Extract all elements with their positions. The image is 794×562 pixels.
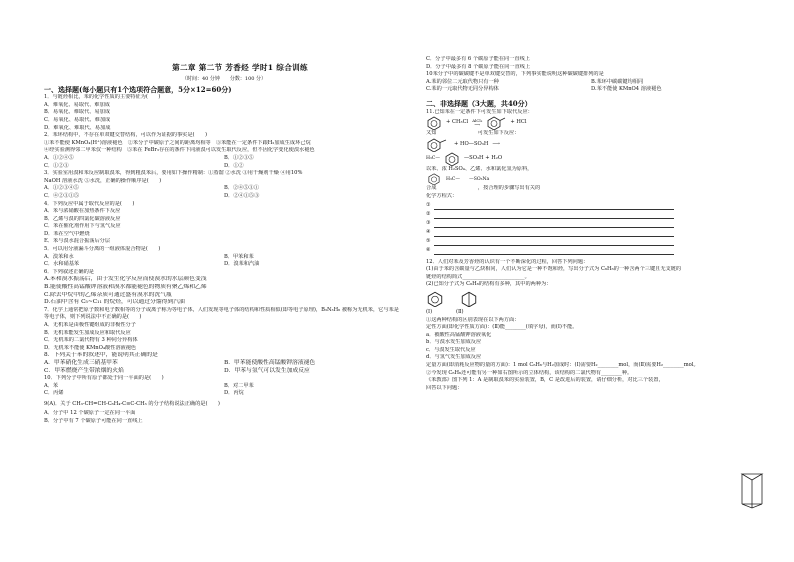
- option: D．①②: [224, 162, 244, 169]
- question-9a: 9(A)．关于 CH₃-CH=CH-C₆H₄-C≡C-CH₃ 的分子结构说法正确的是( ): [44, 400, 220, 407]
- reaction-2: [426, 138, 756, 152]
- question-text: ④经实验测得邻二甲苯仅一种结构 ⑤苯在 FeBr₃存在的条件下同液溴可以发生取代反应，但不因化学变化使溴水褪色: [44, 147, 315, 154]
- options-row: [44, 163, 404, 171]
- question-10: 10苯分子中的碳碳键不是单双键交替的，下列事实能说明这种碳碳键排列的是: [426, 71, 604, 78]
- question-7: 7．化学上通常把原子数和电子数相等的分子或离子称为等电子体，人们发现等电子体的结构和性质相似(即等电子原理)，B₃N₃H₆ 被称为无机苯，它与苯是等电子体，则下列说法中不正确的是( ): [44, 306, 399, 321]
- benzene-ring-icon: [444, 152, 460, 166]
- options-row: [44, 360, 404, 368]
- question-text: 《苯教部》图下列 1：A 是制取溴苯的实验装置，B，C 是改进后的装置，请仔细分析，对比三个装置，: [426, 377, 664, 384]
- question-11: 11.已知苯在一定条件下可发生如下取代反应：: [426, 108, 533, 115]
- question-text: 链烃的结构简式________________________。: [426, 273, 530, 280]
- toluene-ring-icon: [486, 116, 506, 130]
- dewar-benzene-icon: [460, 291, 478, 307]
- option: c．与溴发生取代反应: [426, 346, 476, 353]
- option: A．甲苯硝化生成三硝基甲苯: [44, 359, 118, 366]
- option: B．对二甲苯: [224, 382, 254, 389]
- answer-blank[interactable]: ②: [426, 210, 756, 219]
- product: —SO₃H + H₂O: [463, 154, 503, 161]
- option: B．甲苯和苯: [224, 253, 254, 260]
- option: A．①②③④⑤: [44, 185, 79, 192]
- label-ii: (Ⅱ): [456, 308, 464, 315]
- target-formula: H₃C— —SO₃Na: [446, 176, 490, 182]
- benzene-ring-icon: [426, 173, 442, 185]
- option: d．与氢气发生加成反应: [426, 354, 482, 361]
- question-text: 又知 可发生如下反应：: [426, 130, 520, 137]
- question-text: ①苯不能使 KMnO₄(H⁺)溶液褪色 ②苯分子中碳原子之间的距离均相等 ③苯能在一定条件下跟H₂加成生成环己烷: [44, 139, 311, 146]
- option: D.石油中含有 C₅~C₁₁ 的烷烃，可以通过分馏得到汽油: [44, 299, 185, 306]
- option: D.苯不能使 KMnO4 溶液褪色: [591, 86, 662, 93]
- question-text: ②今发现 C₆H₆还可能有另一种如右图所示的立体结构，该结构的二氯代物有________种。: [426, 369, 633, 376]
- option: C．无机苯的二氯代物有 3 种同分异构体: [44, 337, 138, 344]
- product: + HCl: [510, 119, 527, 126]
- option: C.苯的一元取代物无同分异构体: [426, 86, 499, 93]
- left-column: [44, 66, 404, 425]
- section-1-heading: 一、选择题(每小题只有1个选项符合题意，5分×12=60分): [44, 84, 232, 94]
- structures-row: [426, 289, 756, 309]
- option: C．甲苯燃烧产生带浓烟的火焰: [44, 367, 124, 374]
- option: C．水和硝基苯: [44, 261, 80, 268]
- options-row: [44, 193, 404, 201]
- reagent: + CH₃Cl: [446, 119, 469, 126]
- question-2: 2．苯环结构中，不存在单双键交替结构，可以作为证据的事实是( ): [44, 132, 207, 139]
- option: B．易氧化、难取代、易加成: [44, 109, 111, 116]
- option: B．②④⑤③①: [224, 185, 259, 192]
- prism-structure-icon: [738, 470, 766, 510]
- reaction-2-product: H₃C— —SO₃H + H₂O: [426, 152, 756, 166]
- label-i: (Ⅰ): [426, 308, 433, 315]
- option: B．甲苯能使酸性高锰酸钾溶液褪色: [224, 359, 316, 366]
- reaction-1: [426, 116, 756, 130]
- question-4: 4．下列反应中属于取代反应的是( ): [44, 200, 135, 207]
- option: B．①②③⑤: [224, 154, 254, 161]
- options-row: [426, 86, 756, 94]
- right-column: [426, 56, 756, 392]
- option: C．苯在催化剂作用下与氢气反应: [44, 223, 121, 230]
- option: A．分子中 12 个碳原子一定在同一平面: [44, 409, 136, 416]
- option: C．④②③①⑤: [44, 192, 80, 199]
- question-text: 定量方面(即消耗反应物的量的方面)：1 mol C₆H₆与H₂加成时：(Ⅰ)需要H₂________mol，而(Ⅱ)需要H₂________mol。: [426, 362, 699, 369]
- option: A．无机苯是由极性键组成的非极性分子: [44, 322, 136, 328]
- reaction-arrow: ⟶: [492, 140, 500, 147]
- option: D．苯在空气中燃烧: [44, 230, 90, 237]
- option: A．苯: [44, 382, 59, 389]
- option: b．与溴水发生加成反应: [426, 339, 482, 346]
- option: E．苯与溴水混合振荡后分层: [44, 238, 111, 245]
- question-text: NaOH 溶液水洗 ⑤水洗，正确的操作顺序是( ): [44, 177, 162, 184]
- question-5: 5．可以用分液漏斗分离的一组液体混合物是( ): [44, 246, 161, 253]
- page-title: 第二章 第二节 芳香烃 学时1 综合训练: [172, 63, 308, 72]
- option: B.能使酸性高锰酸钾溶液和溴水都能褪色的物质有聚乙烯和乙烯: [44, 284, 207, 291]
- option: D．无机苯不能使 KMnO₄酸性溶液褪色: [44, 344, 137, 351]
- option: A．苯与浓硝酸在加热条件下反应: [44, 208, 121, 215]
- option: D．丙烷: [224, 390, 244, 397]
- option: D．难氧化、难取代、易加成: [44, 124, 111, 131]
- answer-blank[interactable]: ④: [426, 228, 756, 237]
- option: C．丙烯: [44, 390, 64, 397]
- question-3: 3．实验室用溴和苯反应制取溴苯，得到粗溴苯后，要用如下操作精制：①蒸馏 ②水洗 ③用干燥剂干燥 ④用10%: [44, 170, 303, 177]
- option: a．被酸性高锰酸钾溶液氧化: [426, 331, 492, 338]
- benzene-structure-icon: [426, 291, 444, 307]
- section-2-heading: 二、非选择题（3大题，共40分）: [426, 98, 532, 108]
- question-text: (2)已知分子式为 C₆H₆的结构有多种，其中的两种为：: [426, 281, 552, 288]
- question-12: 12．人们对苯及芳香烃的认识有一个不断深化的过程，回答下列问题：: [426, 258, 589, 265]
- option: D．②④①⑤③: [224, 192, 260, 199]
- answer-blank[interactable]: ⑥: [426, 246, 756, 255]
- benzene-ring-icon: [426, 116, 442, 130]
- option: D．溴苯和汽油: [224, 261, 260, 268]
- question-text: (1)由于苯的含碳量与乙炔相同，人们认为它是一种不饱和烃，写出分子式为 C₆H₆的一种含两个三键且无支链的: [426, 266, 682, 273]
- option: D．分子中最多有 8 个碳原子能在同一直线上: [426, 63, 531, 70]
- question-text: ①这两种结构的区别表现在以下两方面：: [426, 316, 520, 323]
- options-row: [44, 261, 404, 269]
- option: C．分子中最多有 6 个碳原子能在同一直线上: [426, 56, 530, 62]
- option: B．乙烯与溴的四氯化碳溶液反应: [44, 215, 121, 222]
- question-text: 化学方程式：: [426, 192, 458, 199]
- question-text: 以苯、浓 H₂SO₄、乙烯、水和氯化氢为原料，: [426, 165, 533, 172]
- structure-labels: [426, 309, 486, 317]
- options-row: [44, 368, 404, 376]
- option: A．①②④⑤: [44, 154, 74, 161]
- option: C．①②③: [44, 162, 69, 169]
- options-row: [44, 185, 404, 193]
- option: D．甲苯与氢气可以发生加成反应: [224, 367, 310, 374]
- question-6: 6．下列叙述正确的是: [44, 268, 94, 275]
- question-text: 回答以下问题：: [426, 384, 463, 391]
- question-1: 1．与链烃相比，苯的化学性质的主要特征为( ): [44, 94, 161, 101]
- catalyst: AlCl₃: [472, 118, 483, 124]
- question-text: 合成 ，按合理的步骤写出有关的: [426, 185, 541, 192]
- question-8: 8．下列关于苯的叙述中，能说明其正确的是: [44, 352, 158, 359]
- option: A．难氧化、易取代、难加成: [44, 101, 110, 108]
- option: A．溴苯和水: [44, 253, 74, 260]
- answer-blank[interactable]: ①: [426, 201, 756, 210]
- option: A.苯的邻位二元取代物只有一种: [426, 78, 499, 85]
- reagent: + HO—SO₃H: [454, 140, 489, 147]
- option: A.苯和溴水振荡后，由于发生化学反应而使溴水的水层颜色变浅: [44, 276, 207, 283]
- target-molecule: [426, 173, 756, 185]
- subtitle: （时间：40 分钟 分数：100 分）: [181, 76, 267, 82]
- question-text: 定性方面(即化学性质方面)：(Ⅱ)能________(填字母)，而(Ⅰ)不能。: [426, 324, 578, 331]
- option: B．无机苯能发生加成反应和取代反应: [44, 329, 131, 336]
- answer-blank[interactable]: ③: [426, 219, 756, 228]
- option: B．分子中有 7 个碳原子可能在同一直线上: [44, 417, 143, 424]
- answer-blank[interactable]: ⑤: [426, 237, 756, 246]
- options-row: [44, 155, 404, 163]
- reaction-arrow: AlCl₃ ⟶: [472, 118, 483, 128]
- options-row: [44, 390, 404, 398]
- toluene-ring-icon: [426, 138, 450, 152]
- option: C．易氧化、易取代、难加成: [44, 116, 111, 123]
- option: C.除去甲烷中的乙烯杂质可通过盛有溴水的洗气瓶: [44, 291, 172, 298]
- option: B.苯环中碳碳键均相同: [591, 78, 644, 85]
- question-9: 10．下列分子中所有原子都处于同一平面的是( ): [44, 375, 164, 382]
